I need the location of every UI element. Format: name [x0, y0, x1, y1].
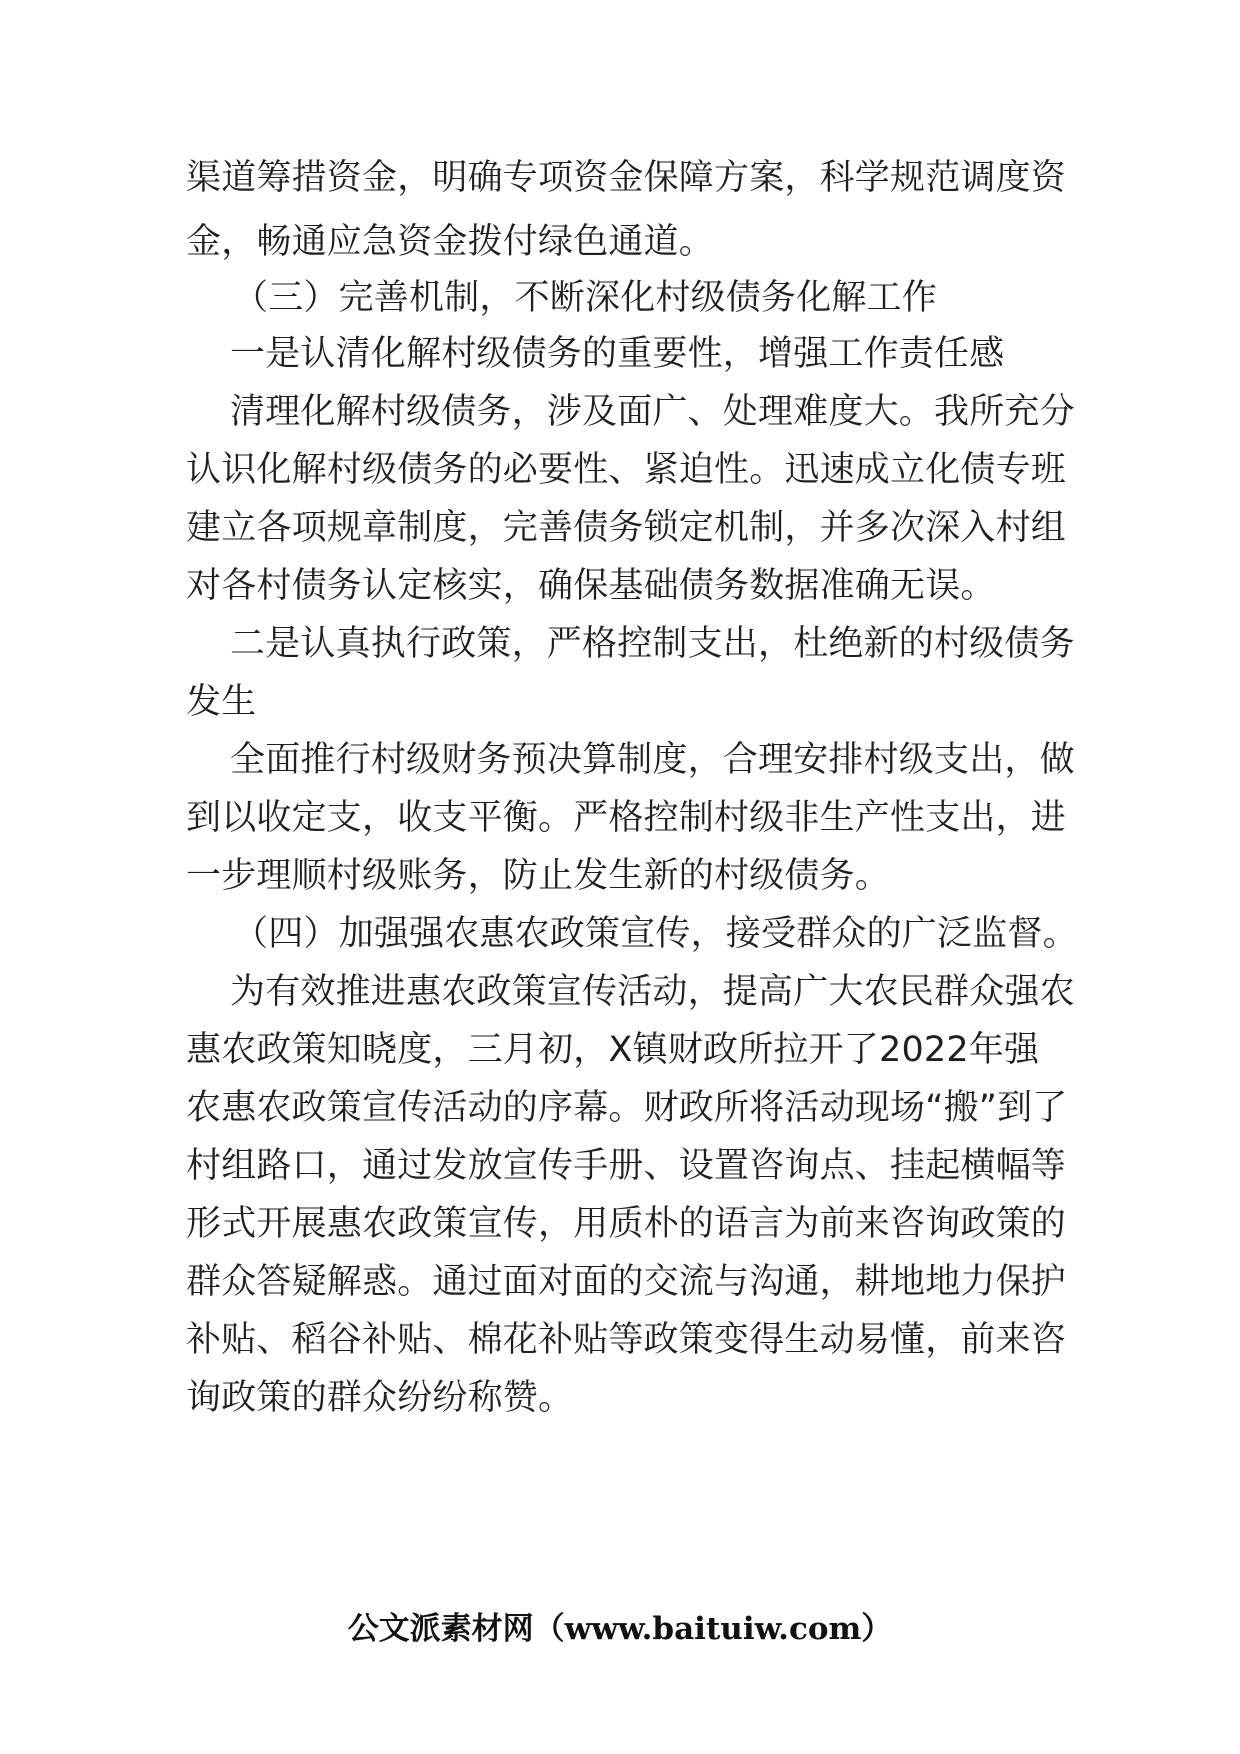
- paragraph-line: 群众答疑解惑。通过面对面的交流与沟通，耕地地力保护: [186, 1262, 1067, 1302]
- paragraph-line: 农惠农政策宣传活动的序幕。财政所将活动现场“搬”到了: [186, 1088, 1068, 1128]
- paragraph-line: 形式开展惠农政策宣传，用质朴的语言为前来咨询政策的: [186, 1204, 1067, 1244]
- paragraph-line: 全面推行村级财务预决算制度，合理安排村级支出，做: [230, 740, 1075, 780]
- paragraph-line: 补贴、稻谷补贴、棉花补贴等政策变得生动易懂，前来咨: [186, 1320, 1067, 1360]
- section-heading: （四）加强强农惠农政策宣传，接受群众的广泛监督。: [233, 914, 1078, 954]
- paragraph-line: 建立各项规章制度，完善债务锁定机制，并多次深入村组: [186, 508, 1067, 548]
- paragraph-line: 到以收定支，收支平衡。严格控制村级非生产性支出，进: [186, 798, 1067, 838]
- footer-watermark: 公文派素材网（www.baituiw.com）: [347, 1611, 893, 1647]
- subheading: 一是认清化解村级债务的重要性，增强工作责任感: [230, 334, 1005, 374]
- section-heading: （三）完善机制，不断深化村级债务化解工作: [233, 278, 938, 318]
- paragraph-line: 一步理顺村级账务，防止发生新的村级债务。: [186, 856, 891, 896]
- subheading: 二是认真执行政策，严格控制支出，杜绝新的村级债务: [230, 624, 1075, 664]
- paragraph-line: 清理化解村级债务，涉及面广、处理难度大。我所充分: [230, 392, 1075, 432]
- paragraph-line: 渠道筹措资金，明确专项资金保障方案，科学规范调度资: [186, 158, 1067, 198]
- paragraph-line: 对各村债务认定核实，确保基础债务数据准确无误。: [186, 566, 996, 606]
- paragraph-line: 惠农政策知晓度，三月初，X镇财政所拉开了2022年强: [186, 1030, 1040, 1070]
- paragraph-line: 认识化解村级债务的必要性、紧迫性。迅速成立化债专班: [186, 450, 1067, 490]
- subheading-continuation: 发生: [186, 682, 257, 722]
- paragraph-line: 村组路口，通过发放宣传手册、设置咨询点、挂起横幅等: [186, 1146, 1067, 1186]
- paragraph-line: 金，畅通应急资金拨付绿色通道。: [186, 222, 715, 262]
- paragraph-line: 为有效推进惠农政策宣传活动，提高广大农民群众强农: [230, 972, 1075, 1012]
- paragraph-line: 询政策的群众纷纷称赞。: [186, 1378, 574, 1418]
